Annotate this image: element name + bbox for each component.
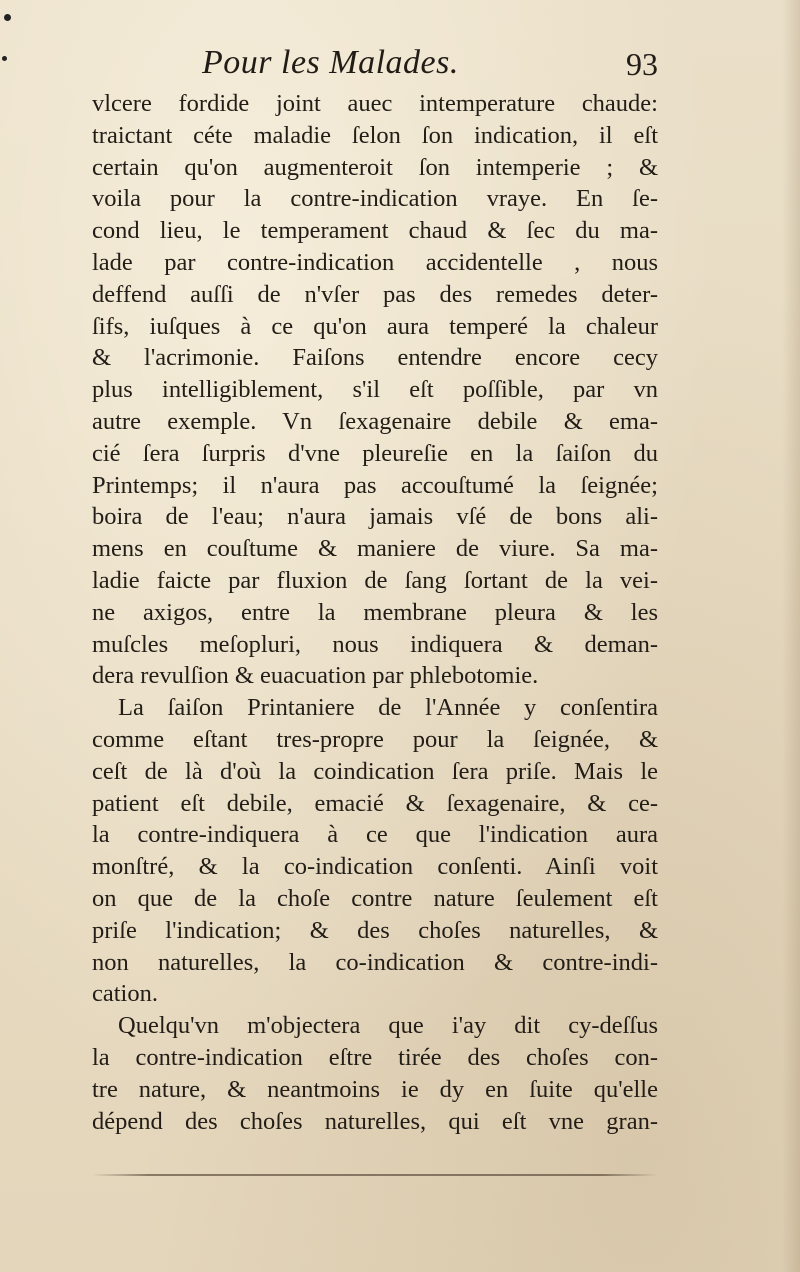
text-line: La ſaiſon Printaniere de l'Année y conſentira: [118, 694, 658, 722]
body-text: [92, 88, 658, 1137]
text-line: non naturelles, la co-indication & contre-indi-: [92, 948, 658, 976]
text-line: deffend auſſi de n'vſer pas des remedes deter-: [92, 280, 658, 308]
text-line: Printemps; il n'aura pas accouſtumé la ſeignée;: [92, 471, 658, 499]
text-line: cié ſera ſurpris d'vne pleureſie en la ſaiſon du: [92, 439, 658, 467]
text-line: plus intelligiblement, s'il eſt poſſible, par vn: [92, 376, 658, 404]
text-line: autre exemple. Vn ſexagenaire debile & ema-: [92, 407, 658, 435]
text-line: monſtré, & la co-indication conſenti. Ainſi voit: [92, 853, 658, 881]
text-line: ladie faicte par fluxion de ſang ſortant de la vei-: [92, 566, 658, 594]
text-line: dera revulſion & euacuation par phlebotomie.: [92, 662, 539, 690]
text-line: la contre-indication eſtre tirée des choſes con-: [92, 1043, 658, 1071]
text-line: ne axigos, entre la membrane pleura & les: [92, 598, 658, 626]
ink-dot: [2, 56, 7, 61]
text-line: on que de la choſe contre nature ſeulement eſt: [92, 884, 658, 912]
page-header: [92, 40, 658, 92]
text-line: cond lieu, le temperament chaud & ſec du ma-: [92, 217, 658, 245]
text-line: voila pour la contre-indication vraye. En ſe-: [92, 185, 658, 213]
text-line: la contre-indiquera à ce que l'indication aura: [92, 821, 658, 849]
page-edge-shadow: [782, 0, 800, 1272]
bottom-rule: [92, 1174, 658, 1176]
text-line: traictant céte maladie ſelon ſon indication, il eſt: [92, 121, 658, 149]
page-number: 93: [626, 46, 658, 82]
text-line: comme eſtant tres-propre pour la ſeignée, &: [92, 725, 658, 753]
text-line: boira de l'eau; n'aura jamais vſé de bons ali-: [92, 503, 658, 531]
text-line: certain qu'on augmenteroit ſon intemperie ; &: [92, 153, 658, 181]
text-line: patient eſt debile, emacié & ſexagenaire, & ce-: [92, 789, 658, 817]
text-line: ſifs, iuſques à ce qu'on aura temperé la chaleur: [92, 312, 658, 340]
text-line: lade par contre-indication accidentelle , nous: [92, 248, 658, 276]
text-line: priſe l'indication; & des choſes naturelles, &: [92, 916, 658, 944]
ink-dot: [4, 14, 11, 21]
text-line: muſcles meſopluri, nous indiquera & deman-: [92, 630, 658, 658]
text-line: tre nature, & neantmoins ie dy en ſuite qu'elle: [92, 1075, 658, 1103]
text-line: Quelqu'vn m'objectera que i'ay dit cy-deſſus: [118, 1012, 658, 1040]
text-line: cation.: [92, 980, 158, 1008]
text-line: vlcere fordide joint auec intemperature chaude:: [92, 90, 658, 117]
text-line: dépend des choſes naturelles, qui eſt vne gran-: [92, 1107, 658, 1135]
text-line: & l'acrimonie. Faiſons entendre encore cecy: [92, 344, 658, 372]
text-line: ceſt de là d'où la coindication ſera priſe. Mais le: [92, 757, 658, 785]
text-line: mens en couſtume & maniere de viure. Sa ma-: [92, 535, 658, 563]
running-title: Pour les Malades.: [202, 44, 459, 81]
